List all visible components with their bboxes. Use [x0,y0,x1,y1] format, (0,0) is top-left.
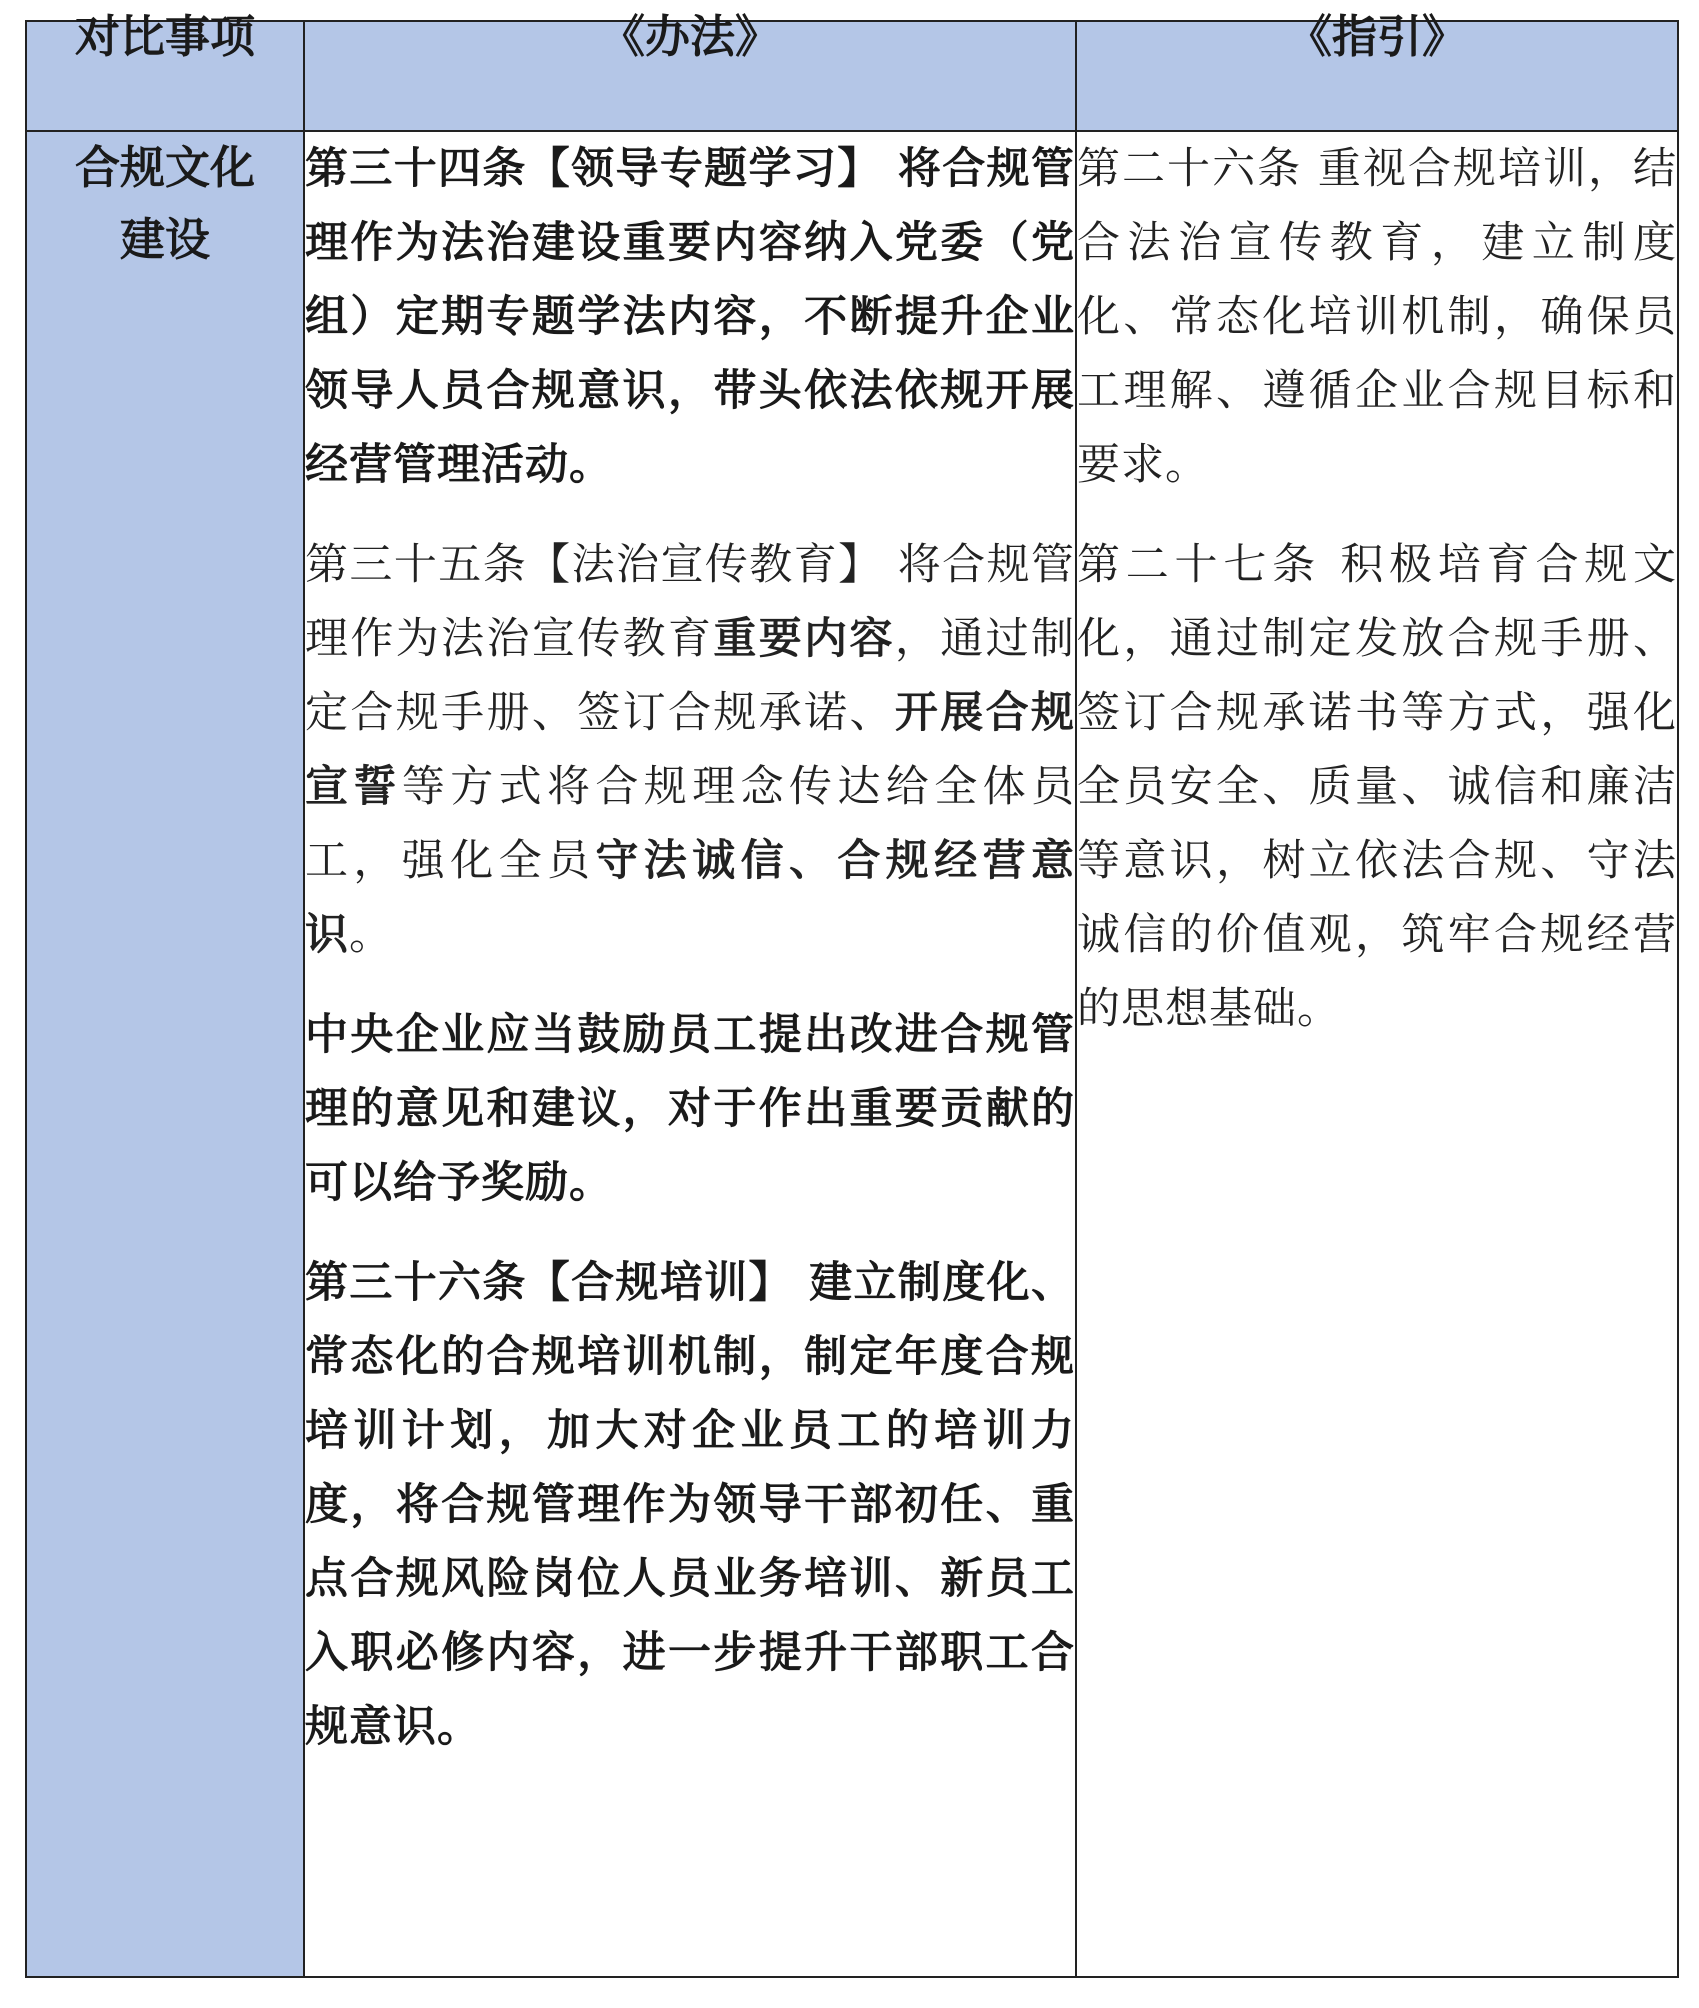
topic-cell [26,131,304,1977]
header-row [26,21,1678,131]
content-row [26,131,1678,1977]
header-banfa: 《办法》 [304,21,1076,131]
article-35: 第三十五条【法治宣传教育】 将合规管理作为法治宣传教育重要内容，通过制定合规手册、签订合规承诺、开展合规宣誓等方式将合规理念传达给全体员工，强化全员守法诚信、合规经营意识。 [305,540,1076,960]
header-topic: 对比事项 [26,21,304,131]
topic-line-1: 合规文化 [74,141,255,194]
zhiyin-cell [1076,131,1678,1977]
banfa-cell [304,131,1076,1977]
topic-line-2: 建设 [119,213,210,266]
article-36: 第三十六条【合规培训】 建立制度化、常态化的合规培训机制，制定年度合规培训计划，加大对企业员工的培训力度，将合规管理作为领导干部初任、重点合规风险岗位人员业务培训、新员工入职必修内容，进一步提升干部职工合规意识。 [305,1258,1075,1752]
guide-article-27: 第二十七条 积极培育合规文化，通过制定发放合规手册、签订合规承诺书等方式，强化全员安全、质量、诚信和廉洁等意识，树立依法合规、守法诚信的价值观，筑牢合规经营的思想基础。 [1077,540,1677,1034]
header-zhiyin: 《指引》 [1076,21,1678,131]
comparison-table [25,10,1679,1978]
article-34: 第三十四条【领导专题学习】 将合规管理作为法治建设重要内容纳入党委（党组）定期专题学法内容，不断提升企业领导人员合规意识，带头依法依规开展经营管理活动。 [305,144,1075,490]
article-35-supplement: 中央企业应当鼓励员工提出改进合规管理的意见和建议，对于作出重要贡献的可以给予奖励。 [305,1010,1075,1208]
guide-article-26: 第二十六条 重视合规培训，结合法治宣传教育，建立制度化、常态化培训机制，确保员工理解、遵循企业合规目标和要求。 [1077,144,1677,490]
